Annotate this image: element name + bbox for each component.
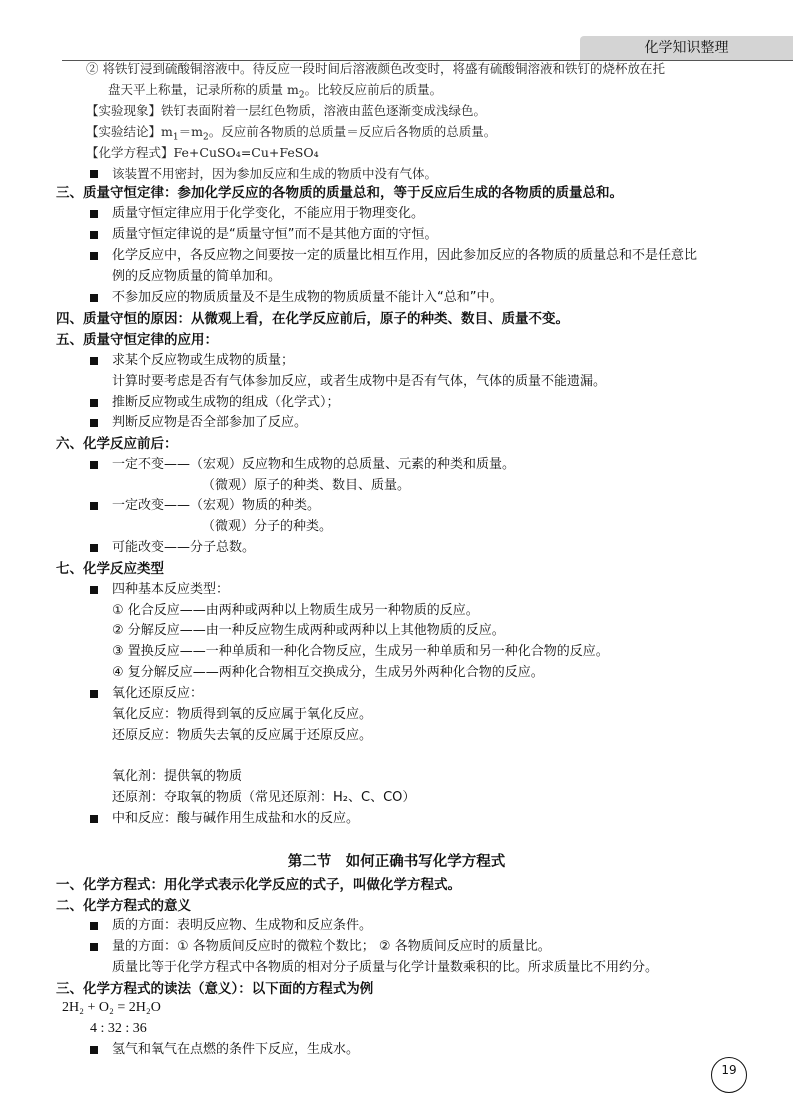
bullet-icon [90,357,98,365]
bullet-icon [90,461,98,469]
section3-item: 质量守恒定律说的是“质量守恒”而不是其他方面的守恒。 [112,227,438,242]
section5-item-note: 计算时要考虑是否有气体参加反应，或者生成物中是否有气体，气体的质量不能遗漏。 [112,374,607,389]
meaning-item: 量的方面：① 各物质间反应时的微粒个数比； ② 各物质间反应时的质量比。 [112,939,551,954]
reaction-type: ④ 复分解反应——两种化合物相互交换成分，生成另外两种化合物的反应。 [112,665,544,680]
bullet-icon [90,922,98,930]
section6-heading: 六、化学反应前后： [56,436,178,452]
header-title: 化学知识整理 [580,36,793,60]
reaction-type: ① 化合反应——由两种或两种以上物质生成另一种物质的反应。 [112,603,479,618]
section7-types-title: 四种基本反应类型： [112,582,230,597]
section3-item: 质量守恒定律应用于化学变化，不能应用于物理变化。 [112,206,425,221]
reading-text: 氢气和氧气在点燃的条件下反应，生成水。 [112,1042,360,1057]
section-two-h1: 一、化学方程式：用化学式表示化学反应的式子，叫做化学方程式。 [56,877,461,893]
bullet-icon [90,231,98,239]
section6-item: 可能改变——分子总数。 [112,540,256,555]
section3-heading: 三、质量守恒定律：参加化学反应的各物质的质量总和，等于反应后生成的各物质的质量总和。 [56,185,623,201]
bullet-icon [90,690,98,698]
section6-item-micro: （微观）分子的种类。 [202,519,333,534]
experiment-step2-line2: 盘天平上称量，记录所称的质量 $m_2$。比较反应前后的质量。 [108,82,443,101]
bullet-icon [90,502,98,510]
section3-item: 不参加反应的物质质量及不是生成物的物质质量不能计入“总和”中。 [112,290,503,305]
experiment-step2-line1: ② 将铁钉浸到硫酸铜溶液中。待反应一段时间后溶液颜色改变时，将盛有硫酸铜溶液和铁钉的烧杯放在托 [86,61,665,76]
section6-item-micro: （微观）原子的种类、数目、质量。 [202,478,411,493]
meaning-item-note: 质量比等于化学方程式中各物质的相对分子质量与化学计量数乘积的比。所求质量比不用约分。 [112,960,659,975]
reaction-type: ② 分解反应——由一种反应物生成两种或两种以上其他物质的反应。 [112,623,505,638]
bullet-icon [90,419,98,427]
bullet-icon [90,815,98,823]
oxidant-text: 氧化剂：提供氧的物质 [112,769,243,784]
bullet-icon [90,210,98,218]
reduction-text: 还原反应：物质失去氧的反应属于还原反应。 [112,728,373,743]
bullet-icon [90,1046,98,1054]
section5-item: 判断反应物是否全部参加了反应。 [112,415,308,430]
section-two-h3: 三、化学方程式的读法（意义）：以下面的方程式为例 [56,981,374,997]
bullet-icon [90,943,98,951]
section5-item: 推断反应物或生成物的组成（化学式）； [112,395,340,410]
experiment-note: 该装置不用密封，因为参加反应和生成的物质中没有气体。 [112,166,438,181]
section6-item: 一定改变——（宏观）物质的种类。 [112,498,321,513]
oxidation-text: 氧化反应：物质得到氧的反应属于氧化反应。 [112,707,373,722]
section5-item: 求某个反应物或生成物的质量； [112,353,295,368]
section6-item: 一定不变——（宏观）反应物和生成物的总质量、元素的种类和质量。 [112,457,516,472]
section5-heading: 五、质量守恒定律的应用： [56,332,218,348]
bullet-icon [90,294,98,302]
redox-title: 氧化还原反应： [112,686,204,701]
experiment-equation: 【化学方程式】Fe+CuSO₄=Cu+FeSO₄ [86,145,319,160]
mass-ratio: 4 : 32 : 36 [90,1021,147,1036]
reductant-text: 还原剂：夺取氧的物质（常见还原剂：H₂、C、CO） [112,790,416,805]
section3-item: 化学反应中，各反应物之间要按一定的质量比相互作用，因此参加反应的各物质的质量总和不是任意比 [112,248,698,263]
bullet-icon [90,399,98,407]
neutralization-text: 中和反应：酸与碱作用生成盐和水的反应。 [112,811,360,826]
section3-item-cont: 例的反应物质量的简单加和。 [112,269,282,284]
section7-heading: 七、化学反应类型 [56,561,164,577]
meaning-item: 质的方面：表明反应物、生成物和反应条件。 [112,918,373,933]
bullet-icon [90,544,98,552]
section-two-h2: 二、化学方程式的意义 [56,898,191,914]
bullet-icon [90,170,98,178]
experiment-conclusion: 【实验结论】$m_1=m_2$。反应前各物质的总质量＝反应后各物质的总质量。 [86,124,497,143]
experiment-phenomenon: 【实验现象】铁钉表面附着一层红色物质，溶液由蓝色逐渐变成浅绿色。 [86,103,487,118]
bullet-icon [90,586,98,594]
section-two-title: 第二节 如何正确书写化学方程式 [287,854,506,870]
page-number: 19 [711,1057,747,1093]
section4-heading: 四、质量守恒的原因：从微观上看，在化学反应前后，原子的种类、数目、质量不变。 [56,311,569,327]
reaction-type: ③ 置换反应——一种单质和一种化合物反应，生成另一种单质和另一种化合物的反应。 [112,644,609,659]
example-equation: 2H₂ + O₂ = 2H₂O [62,1000,161,1015]
bullet-icon [90,252,98,260]
